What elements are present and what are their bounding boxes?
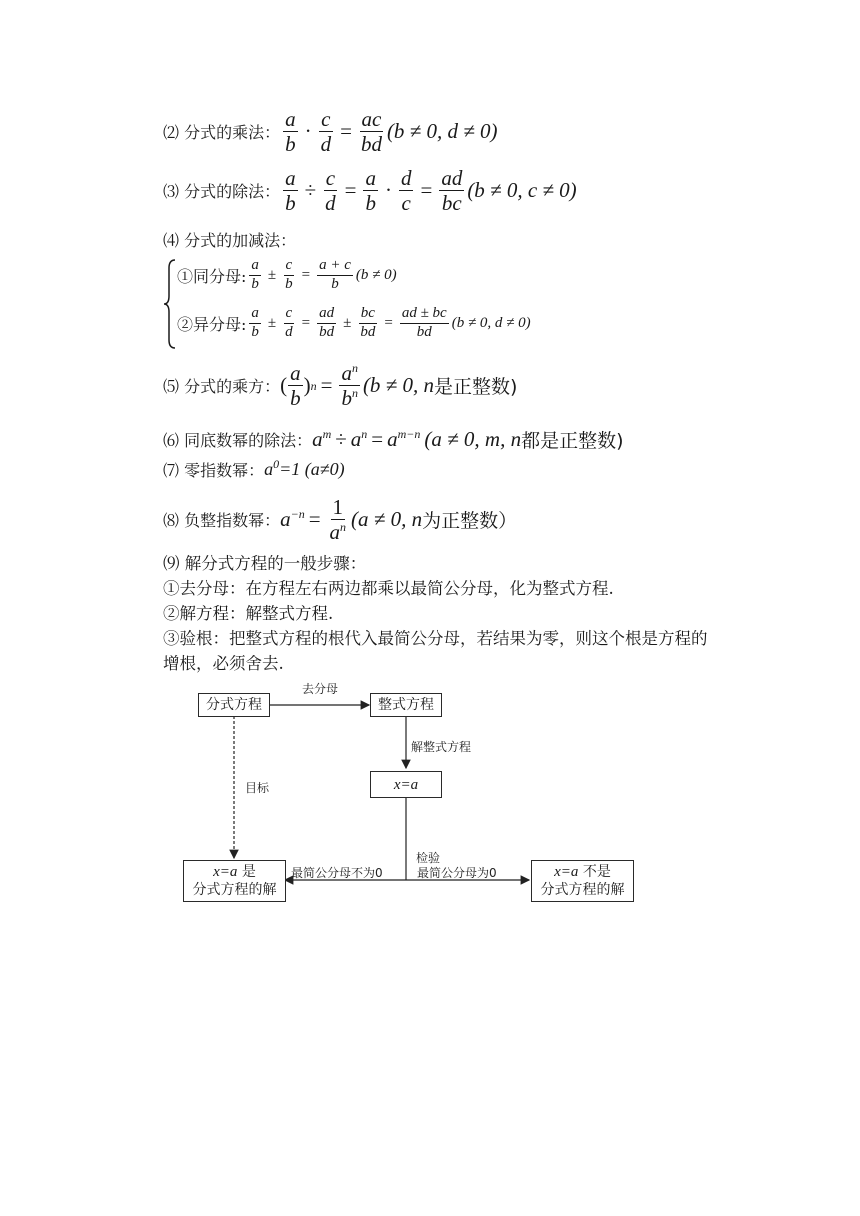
condition: (b ≠ 0): [355, 266, 397, 283]
condition-a: (a ≠ 0, m, n: [424, 427, 522, 451]
rule-label: ⑹ 同底数幂的除法：: [163, 431, 313, 450]
box-label: 整式方程: [378, 697, 434, 713]
edge-label-zero: 最简公分母为0: [417, 866, 497, 880]
rule-label: ⑻ 负整指数幂：: [163, 511, 281, 531]
step-2: ②解方程：解整式方程.: [163, 604, 334, 623]
box-not-solution: [531, 860, 634, 902]
condition-b: 是正整数): [433, 376, 518, 399]
edge-label-nonzero: 最简公分母不为0: [291, 866, 383, 880]
formula: $a^{-n}$ = $\frac{1}{a^n}$ (a ≠ 0, n 为正整数）: [280, 495, 518, 545]
formula: $\frac{a}{b}$ · $\frac{c}{d}$ = $\frac{ac}{bd}$ (b ≠ 0, d ≠ 0): [285, 107, 498, 157]
step-3: ③验根：把整式方程的根代入最简公分母，若结果为零，则这个根是方程的增根，必须舍去.: [163, 629, 708, 673]
box-label: 分式方程: [206, 697, 262, 713]
box-label: x=a: [393, 776, 419, 793]
case-label: ①同分母:: [177, 266, 247, 286]
condition-a: (b ≠ 0, n: [362, 373, 434, 398]
rule-label: ⑺ 零指数幂：: [163, 461, 265, 480]
rule-label: ⑵ 分式的乘法：: [163, 123, 281, 143]
edge-label-goal: 目标: [245, 781, 270, 795]
rule-label: ⑸ 分式的乘方：: [163, 377, 281, 397]
formula: $\frac{a}{b}$ ÷ $\frac{c}{d}$ = $\frac{a}{b}$ · $\frac{d}{c}$ = $\frac{ad}{bc}$ (b ≠ 0, c ≠ 0): [285, 166, 577, 216]
box-word: 不是: [582, 864, 611, 880]
rule-label: ⑷ 分式的加减法：: [163, 231, 297, 250]
condition: (b ≠ 0, d ≠ 0): [451, 314, 531, 331]
box-line2: 分式方程的解: [540, 882, 625, 898]
edge-label-remove-denominator: 去分母: [302, 682, 339, 696]
formula: $\frac{a}{b}$ ± $\frac{c}{d}$ = $\frac{ad}{bd}$ ± $\frac{bc}{bd}$ = $\frac{ad \pm bc}{bd}$ (b ≠ 0, d ≠ 0): [251, 305, 531, 340]
edge-label-check: 检验: [416, 851, 441, 865]
box-word: 是: [241, 864, 256, 880]
box-is-solution: [183, 860, 286, 902]
edge-label-solve-integral: 解整式方程: [411, 740, 472, 754]
formula: $a^m$ ÷ $a^n$ = $a^{m-n}$ (a ≠ 0, m, n 都是正整数): [312, 427, 624, 452]
condition-b: 都是正整数): [521, 430, 624, 452]
formula: $\frac{a}{b}$ ± $\frac{c}{b}$ = $\frac{a + c}{b}$ (b ≠ 0): [251, 257, 397, 292]
steps-title: ⑼ 解分式方程的一般步骤：: [163, 554, 367, 573]
box-x: x=a: [554, 864, 579, 880]
condition: (b ≠ 0, c ≠ 0): [467, 178, 577, 203]
step-1: ①去分母：在方程左右两边都乘以最简公分母，化为整式方程.: [163, 579, 614, 598]
formula: $a^0$ =1 (a≠0): [264, 457, 345, 479]
zero-expr: =1 (a≠0): [279, 459, 345, 479]
box-line2: 分式方程的解: [192, 882, 277, 898]
condition-a: (a ≠ 0, n: [351, 507, 423, 532]
condition: (b ≠ 0, d ≠ 0): [386, 119, 498, 144]
box-fractional-equation: [198, 693, 270, 717]
box-integral-equation: [370, 693, 442, 717]
condition-b: 为正整数）: [422, 510, 518, 533]
box-x: x=a: [213, 864, 238, 880]
box-solution: [370, 771, 442, 798]
rule-label: ⑶ 分式的除法：: [163, 182, 281, 202]
formula: ( $\frac{a}{b}$ ) n = $\frac{a^n}{b^n}$ (b ≠ 0, n 是正整数): [280, 361, 518, 411]
case-label: ②异分母:: [177, 314, 247, 334]
